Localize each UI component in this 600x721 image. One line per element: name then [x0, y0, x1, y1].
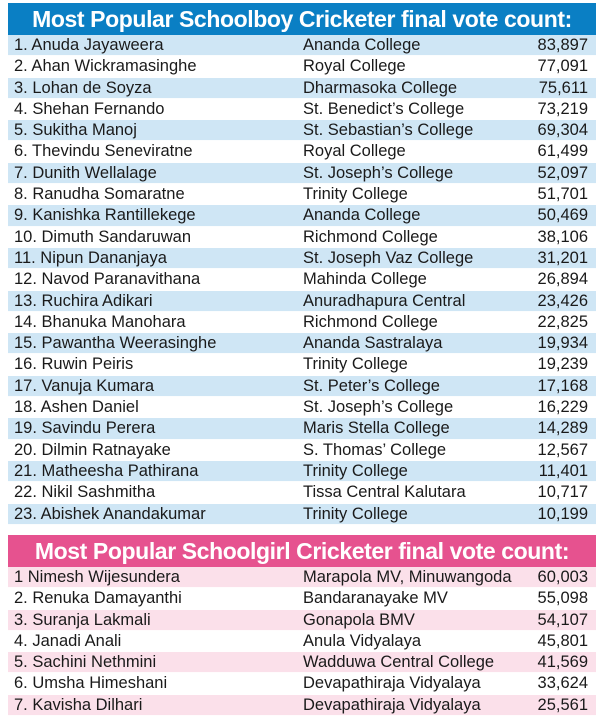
school-name: St. Joseph Vaz College — [303, 248, 474, 267]
table-row — [8, 35, 596, 56]
player-name: 6. Thevindu Seneviratne — [14, 142, 193, 161]
player-name: 14. Bhanuka Manohara — [14, 312, 186, 331]
vote-count: 11,401 — [538, 461, 588, 480]
school-name: Dharmasoka College — [303, 78, 458, 97]
vote-count: 16,229 — [537, 398, 588, 417]
schoolboy-rows — [8, 35, 596, 525]
table-row — [8, 269, 596, 290]
player-name: 22. Nikil Sashmitha — [14, 483, 156, 502]
player-name: 17. Vanuja Kumara — [14, 376, 155, 395]
school-name: Bandaranayake MV — [303, 589, 448, 608]
table-row — [8, 504, 596, 525]
schoolgirl-table-title: Most Popular Schoolgirl Cricketer final vote count: — [8, 535, 596, 567]
vote-count: 26,894 — [537, 270, 588, 289]
school-name: St. Peter’s College — [303, 376, 440, 395]
vote-count: 14,289 — [537, 419, 588, 438]
player-name: 15. Pawantha Weerasinghe — [14, 334, 217, 353]
player-name: 18. Ashen Daniel — [14, 398, 139, 417]
school-name: S. Thomas’ College — [303, 440, 447, 459]
vote-count: 10,199 — [537, 504, 588, 523]
vote-count: 41,569 — [537, 653, 588, 672]
table-row — [8, 78, 596, 99]
vote-count: 12,567 — [537, 440, 588, 459]
vote-count: 73,219 — [537, 99, 588, 118]
schoolgirl-vote-table — [8, 535, 596, 716]
vote-count: 31,201 — [537, 248, 588, 267]
school-name: Marapola MV, Minuwangoda — [303, 568, 512, 586]
player-name: 11. Nipun Dananjaya — [14, 248, 167, 267]
player-name: 8. Ranudha Somaratne — [14, 185, 185, 204]
table-row — [8, 588, 596, 609]
schoolboy-table-title: Most Popular Schoolboy Cricketer final vote count: — [8, 3, 596, 35]
school-name: Maris Stella College — [303, 419, 450, 438]
table-row — [8, 461, 596, 482]
school-name: Ananda College — [303, 36, 421, 54]
vote-count: 54,107 — [537, 610, 588, 629]
vote-count: 22,825 — [537, 312, 588, 331]
school-name: Devapathiraja Vidyalaya — [303, 674, 481, 693]
school-name: Richmond College — [303, 227, 438, 246]
school-name: Anula Vidyalaya — [303, 631, 422, 650]
player-name: 4. Shehan Fernando — [14, 99, 165, 118]
table-row — [8, 184, 596, 205]
table-row — [8, 673, 596, 694]
school-name: St. Sebastian’s College — [303, 121, 474, 140]
school-name: St. Benedict’s College — [303, 99, 465, 118]
vote-count: 45,801 — [537, 631, 588, 650]
table-row — [8, 163, 596, 184]
vote-count: 52,097 — [537, 163, 588, 182]
vote-count: 51,701 — [537, 185, 588, 204]
vote-count: 33,624 — [537, 674, 588, 693]
table-row — [8, 291, 596, 312]
table-row — [8, 205, 596, 226]
player-name: 3. Suranja Lakmali — [14, 610, 151, 629]
player-name: 23. Abishek Anandakumar — [14, 504, 206, 523]
player-name: 16. Ruwin Peiris — [14, 355, 134, 374]
table-row — [8, 631, 596, 652]
school-name: Royal College — [303, 57, 406, 76]
table-row — [8, 610, 596, 631]
table-row — [8, 567, 596, 588]
table-row — [8, 141, 596, 162]
schoolgirl-rows — [8, 567, 596, 716]
player-name: 4. Janadi Anali — [14, 631, 122, 650]
school-name: Anuradhapura Central — [303, 291, 466, 310]
player-name: 7. Dunith Wellalage — [14, 163, 157, 182]
player-name: 3. Lohan de Soyza — [14, 78, 152, 97]
vote-count: 25,561 — [537, 695, 588, 714]
player-name: 1. Anuda Jayaweera — [14, 36, 164, 54]
table-row — [8, 418, 596, 439]
player-name: 21. Matheesha Pathirana — [14, 461, 199, 480]
table-row — [8, 333, 596, 354]
table-row — [8, 376, 596, 397]
school-name: Royal College — [303, 142, 406, 161]
table-row — [8, 482, 596, 503]
vote-count: 10,717 — [537, 483, 588, 502]
player-name: 2. Ahan Wickramasinghe — [14, 57, 197, 76]
vote-count: 17,168 — [537, 376, 588, 395]
vote-count: 38,106 — [537, 227, 588, 246]
player-name: 1 Nimesh Wijesundera — [14, 568, 180, 586]
vote-count: 83,897 — [537, 36, 588, 54]
player-name: 12. Navod Paranavithana — [14, 270, 201, 289]
school-name: Richmond College — [303, 312, 438, 331]
player-name: 6. Umsha Himeshani — [14, 674, 168, 693]
school-name: Mahinda College — [303, 270, 427, 289]
table-row — [8, 652, 596, 673]
vote-count: 19,934 — [537, 334, 588, 353]
table-row — [8, 227, 596, 248]
school-name: Gonapola BMV — [303, 610, 415, 629]
table-row — [8, 440, 596, 461]
vote-count: 60,003 — [537, 568, 588, 586]
vote-count: 61,499 — [537, 142, 588, 161]
player-name: 10. Dimuth Sandaruwan — [14, 227, 192, 246]
school-name: Trinity College — [303, 355, 408, 374]
schoolboy-vote-table — [8, 3, 596, 525]
school-name: Ananda College — [303, 206, 421, 225]
player-name: 20. Dilmin Ratnayake — [14, 440, 171, 459]
player-name: 7. Kavisha Dilhari — [14, 695, 143, 714]
table-row — [8, 120, 596, 141]
player-name: 13. Ruchira Adikari — [14, 291, 153, 310]
school-name: St. Joseph’s College — [303, 163, 454, 182]
player-name: 9. Kanishka Rantillekege — [14, 206, 196, 225]
vote-count: 69,304 — [537, 121, 588, 140]
vote-count: 50,469 — [537, 206, 588, 225]
table-row — [8, 248, 596, 269]
player-name: 19. Savindu Perera — [14, 419, 156, 438]
school-name: Wadduwa Central College — [303, 653, 495, 672]
player-name: 5. Sukitha Manoj — [14, 121, 137, 140]
table-row — [8, 56, 596, 77]
player-name: 5. Sachini Nethmini — [14, 653, 157, 672]
player-name: 2. Renuka Damayanthi — [14, 589, 182, 608]
table-row — [8, 99, 596, 120]
vote-count: 75,611 — [538, 78, 588, 97]
school-name: Trinity College — [303, 461, 408, 480]
table-row — [8, 312, 596, 333]
table-row — [8, 354, 596, 375]
vote-count: 77,091 — [537, 57, 588, 76]
school-name: Trinity College — [303, 185, 408, 204]
table-row — [8, 397, 596, 418]
school-name: Ananda Sastralaya — [303, 334, 443, 353]
table-row — [8, 695, 596, 716]
school-name: St. Joseph’s College — [303, 398, 454, 417]
school-name: Tissa Central Kalutara — [303, 483, 466, 502]
school-name: Devapathiraja Vidyalaya — [303, 695, 481, 714]
vote-count: 23,426 — [537, 291, 588, 310]
vote-count: 55,098 — [537, 589, 588, 608]
school-name: Trinity College — [303, 504, 408, 523]
vote-count: 19,239 — [537, 355, 588, 374]
